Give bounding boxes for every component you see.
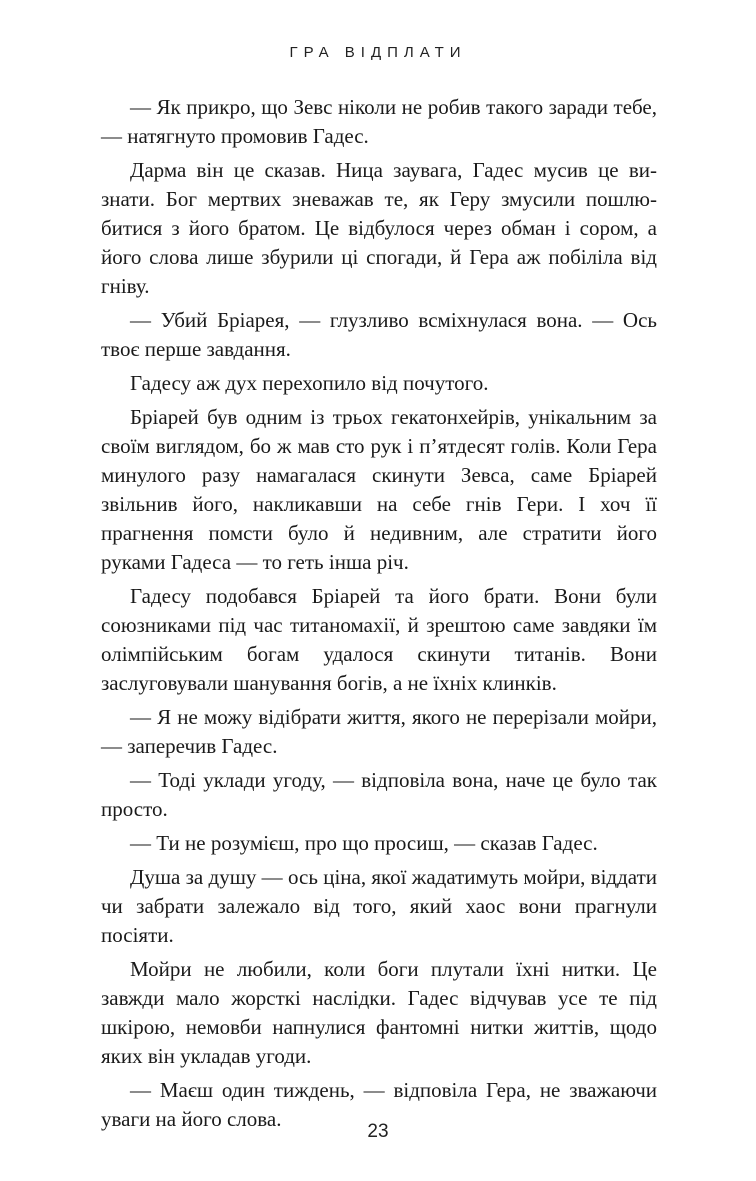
paragraph: — Я не можу відібрати життя, якого не перерізали мойри, — заперечив Гадес. bbox=[101, 705, 657, 758]
paragraph: Мойри не любили, коли боги плутали їхні нитки. Це завжди мало жорсткі наслідки. Гадес відчував усе те під шкірою, немовби напнулися фантомні нитки життів, щодо яких він укладав угоди. bbox=[101, 957, 657, 1068]
paragraph: — Ти не розумієш, про що просиш, — сказав Гадес. bbox=[130, 831, 598, 855]
running-head: ГРА ВІДПЛАТИ bbox=[289, 44, 467, 61]
paragraph: Гадесу подобався Бріарей та його брати. Вони були союзниками під час титаномахії, й зрештою саме завдяки їм олімпійським богам удалося скинути титанів. Вони заслуговували шанування богів, а не їхніх клинків. bbox=[101, 584, 657, 695]
page-number: 23 bbox=[367, 1121, 389, 1142]
paragraph: Гадесу аж дух перехопило від почутого. bbox=[130, 371, 489, 395]
paragraph: Дарма він це сказав. Ница заувага, Гадес мусив це визнати. Бог мертвих зневажав те, як Геру змусили пошлюбитися з його братом. Це відбулося через обман і сором, а його слова лише збурили ці спогади, й Гера аж побіліла від гніву. bbox=[101, 158, 657, 298]
body-text bbox=[101, 93, 657, 1139]
paragraph: Душа за душу — ось ціна, якої жадатимуть мойри, віддати чи забрати залежало від того, який хаос вони прагнули посіяти. bbox=[101, 865, 657, 947]
paragraph: — Тоді уклади угоду, — відповіла вона, наче це було так просто. bbox=[101, 768, 657, 821]
paragraph: — Убий Бріарея, — глузливо всміхнулася вона. — Ось твоє перше завдання. bbox=[101, 308, 657, 361]
paragraph: — Маєш один тиждень, — відповіла Гера, не зважаючи уваги на його слова. bbox=[101, 1078, 657, 1131]
paragraph: — Як прикро, що Зевс ніколи не робив такого заради тебе, — натягнуто промовив Гадес. bbox=[101, 95, 657, 148]
paragraph: Бріарей був одним із трьох гекатонхейрів, унікальним за своїм виглядом, бо ж мав сто рук і п’ятдесят голів. Коли Гера минулого разу намагалася скинути Зевса, саме Бріарей звільнив його, накликавши на себе гнів Гери. І хоч її прагнення помсти було й недивним, але стратити його руками Гадеса — то геть інша річ. bbox=[101, 405, 657, 574]
